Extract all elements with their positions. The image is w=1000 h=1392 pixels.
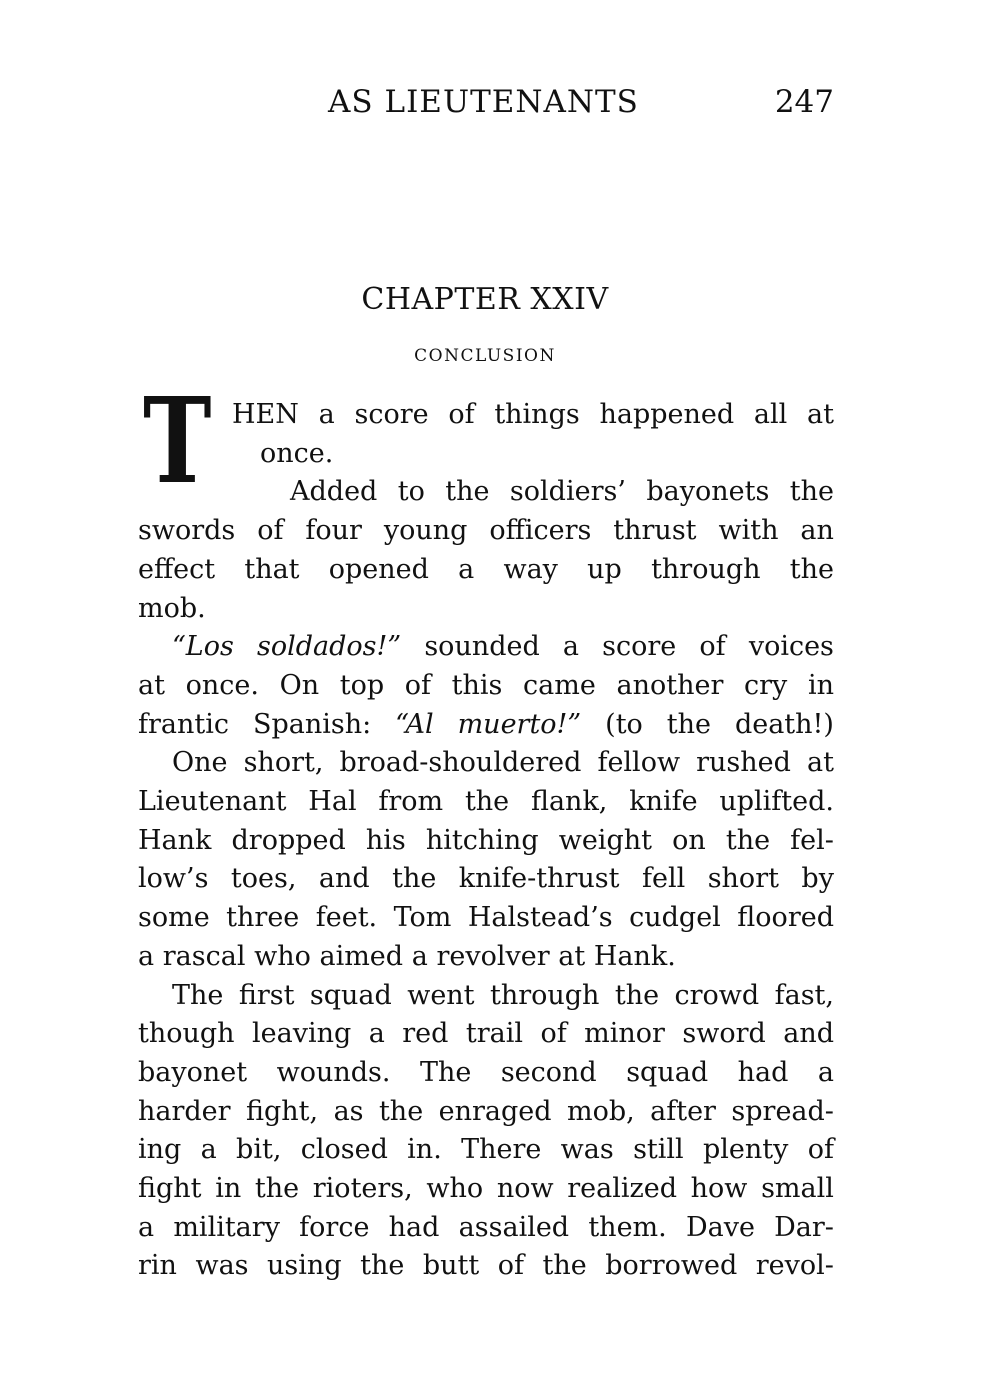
- text-line: [138, 1131, 834, 1169]
- word: wounds.: [276, 1057, 391, 1088]
- word: four: [305, 515, 362, 546]
- word: another: [616, 670, 724, 701]
- word: Halstead’s: [467, 902, 613, 933]
- word: military: [173, 1212, 280, 1243]
- word: second: [500, 1057, 597, 1088]
- word: mob.: [138, 593, 206, 624]
- word: Hal: [308, 786, 357, 817]
- page-number: 247: [774, 84, 834, 120]
- text-line: [290, 473, 834, 511]
- word: the: [254, 1173, 300, 1204]
- word: fellow: [597, 747, 681, 778]
- word: Dave: [685, 1212, 755, 1243]
- word: short,: [243, 747, 324, 778]
- word: enraged: [438, 1096, 552, 1127]
- word: first: [238, 980, 295, 1011]
- word: muerto!”: [457, 709, 582, 740]
- word: who: [254, 941, 311, 972]
- word: butt: [422, 1250, 480, 1281]
- word: rin: [138, 1250, 177, 1281]
- word: on: [672, 825, 706, 856]
- word: a: [318, 399, 335, 430]
- word: of: [540, 1018, 567, 1049]
- word: dropped: [231, 825, 346, 856]
- word: once.: [185, 670, 259, 701]
- word: a: [138, 1212, 155, 1243]
- word: a: [138, 941, 155, 972]
- word: The: [419, 1057, 472, 1088]
- text-line: [138, 590, 834, 628]
- word: came: [523, 670, 596, 701]
- word: Hank.: [593, 941, 676, 972]
- word: the: [725, 825, 771, 856]
- text-line: [172, 744, 834, 782]
- word: of: [257, 515, 284, 546]
- word: using: [267, 1250, 342, 1281]
- word: at: [558, 941, 586, 972]
- word: swords: [138, 515, 236, 546]
- word: a: [411, 941, 428, 972]
- word: broad-shouldered: [339, 747, 582, 778]
- word: the: [789, 476, 834, 507]
- word: low’s: [138, 863, 209, 894]
- word: fast,: [774, 980, 834, 1011]
- text-line: [138, 667, 834, 705]
- word: closed: [300, 1134, 388, 1165]
- word: the: [666, 709, 711, 740]
- word: floored: [737, 902, 834, 933]
- word: borrowed: [605, 1250, 738, 1281]
- text-line: [138, 1247, 834, 1285]
- word: thrust: [613, 515, 697, 546]
- word: short: [707, 863, 779, 894]
- word: harder: [138, 1096, 231, 1127]
- word: of: [699, 631, 726, 662]
- word: leaving: [252, 1018, 352, 1049]
- word: now: [496, 1173, 554, 1204]
- word: ing: [138, 1134, 182, 1165]
- word: weight: [558, 825, 652, 856]
- word: top: [339, 670, 385, 701]
- word: up: [587, 554, 622, 585]
- word: Spanish:: [252, 709, 372, 740]
- word: after: [650, 1096, 716, 1127]
- word: hitching: [425, 825, 539, 856]
- text-line: [138, 1209, 834, 1247]
- word: at: [806, 399, 834, 430]
- word: On: [279, 670, 320, 701]
- chapter-title: CHAPTER XXIV: [361, 282, 609, 317]
- word: how: [690, 1173, 748, 1204]
- word: a: [458, 554, 475, 585]
- word: a: [562, 631, 580, 662]
- word: soldados!”: [257, 631, 402, 662]
- word: mob,: [566, 1096, 635, 1127]
- word: from: [378, 786, 444, 817]
- word: There: [461, 1134, 542, 1165]
- word: still: [633, 1134, 684, 1165]
- word: through: [489, 980, 600, 1011]
- word: cry: [744, 670, 788, 701]
- word: fell: [641, 863, 686, 894]
- word: the: [445, 476, 490, 507]
- text-line: [172, 977, 834, 1015]
- word: an: [800, 515, 834, 546]
- text-line: [138, 512, 834, 550]
- word: had: [388, 1212, 440, 1243]
- word: things: [494, 399, 580, 430]
- word: HEN: [232, 399, 299, 430]
- word: Tom: [393, 902, 452, 933]
- word: fel-: [790, 825, 834, 856]
- word: aimed: [319, 941, 404, 972]
- word: the: [542, 1250, 587, 1281]
- word: opened: [328, 554, 429, 585]
- word: force: [299, 1212, 370, 1243]
- word: and: [318, 863, 370, 894]
- word: rioters,: [312, 1173, 413, 1204]
- word: cudgel: [629, 902, 721, 933]
- word: One: [172, 747, 228, 778]
- text-line: [138, 938, 834, 976]
- word: went: [407, 980, 475, 1011]
- word: the: [614, 980, 660, 1011]
- word: revolver: [436, 941, 550, 972]
- word: three: [226, 902, 300, 933]
- word: effect: [138, 554, 216, 585]
- word: a: [200, 1134, 217, 1165]
- word: in: [215, 1173, 242, 1204]
- drop-cap: T: [143, 371, 212, 510]
- word: score: [354, 399, 429, 430]
- word: minor: [584, 1018, 665, 1049]
- text-line: [138, 1093, 834, 1131]
- word: death!): [734, 709, 834, 740]
- word: feet.: [315, 902, 378, 933]
- word: realized: [567, 1173, 677, 1204]
- word: was: [195, 1250, 249, 1281]
- text-line: [138, 1015, 834, 1053]
- text-line: [138, 706, 834, 744]
- word: as: [333, 1096, 364, 1127]
- word: red: [402, 1018, 449, 1049]
- word: flank,: [530, 786, 608, 817]
- word: with: [718, 515, 779, 546]
- word: of: [807, 1134, 834, 1165]
- word: fight,: [246, 1096, 319, 1127]
- running-head: [328, 84, 834, 124]
- word: a: [368, 1018, 385, 1049]
- text-line: [138, 1054, 834, 1092]
- word: way: [503, 554, 558, 585]
- word: in: [807, 670, 834, 701]
- word: at: [807, 747, 834, 778]
- word: had: [737, 1057, 789, 1088]
- word: rushed: [696, 747, 791, 778]
- word: Added: [290, 476, 378, 507]
- word: “Al: [395, 709, 434, 740]
- word: squad: [626, 1057, 709, 1088]
- word: small: [761, 1173, 834, 1204]
- word: in.: [407, 1134, 442, 1165]
- word: them.: [588, 1212, 667, 1243]
- word: the: [392, 863, 437, 894]
- word: that: [244, 554, 300, 585]
- word: squad: [309, 980, 392, 1011]
- word: through: [651, 554, 761, 585]
- word: score: [602, 631, 677, 662]
- word: sounded: [424, 631, 540, 662]
- word: this: [451, 670, 503, 701]
- word: and: [783, 1018, 834, 1049]
- text-line: [232, 396, 834, 434]
- word: Lieutenant: [138, 786, 287, 817]
- text-line: [138, 822, 834, 860]
- word: a: [817, 1057, 834, 1088]
- text-line: [260, 435, 460, 473]
- word: his: [365, 825, 406, 856]
- word: the: [360, 1250, 405, 1281]
- word: assailed: [458, 1212, 570, 1243]
- word: the: [464, 786, 510, 817]
- word: sword: [682, 1018, 766, 1049]
- word: once.: [260, 438, 334, 469]
- word: Hank: [138, 825, 212, 856]
- chapter-subtitle: CONCLUSION: [414, 346, 556, 366]
- word: bayonets: [646, 476, 770, 507]
- word: voices: [748, 631, 834, 662]
- word: of: [448, 399, 475, 430]
- text-line: [138, 551, 834, 589]
- word: happened: [599, 399, 735, 430]
- word: (to: [605, 709, 643, 740]
- word: uplifted.: [719, 786, 834, 817]
- word: “Los: [172, 631, 234, 662]
- word: officers: [489, 515, 592, 546]
- word: at: [138, 670, 165, 701]
- word: soldiers’: [509, 476, 626, 507]
- word: frantic: [138, 709, 229, 740]
- word: young: [383, 515, 468, 546]
- word: knife: [629, 786, 698, 817]
- word: crowd: [674, 980, 760, 1011]
- word: bayonet: [138, 1057, 248, 1088]
- word: all: [753, 399, 788, 430]
- text-line: [138, 860, 834, 898]
- word: the: [789, 554, 834, 585]
- text-line: [138, 1170, 834, 1208]
- word: Dar-: [774, 1212, 834, 1243]
- word: trail: [465, 1018, 523, 1049]
- word: though: [138, 1018, 235, 1049]
- text-line: [172, 628, 834, 666]
- word: bit,: [236, 1134, 282, 1165]
- word: some: [138, 902, 210, 933]
- word: spread-: [731, 1096, 834, 1127]
- word: rascal: [162, 941, 246, 972]
- text-line: [138, 899, 834, 937]
- word: to: [397, 476, 425, 507]
- word: was: [560, 1134, 614, 1165]
- running-title: AS LIEUTENANTS: [328, 84, 639, 120]
- text-line: [138, 783, 834, 821]
- word: plenty: [703, 1134, 789, 1165]
- word: toes,: [230, 863, 297, 894]
- word: who: [426, 1173, 484, 1204]
- word: knife-thrust: [458, 863, 620, 894]
- word: The: [172, 980, 224, 1011]
- word: of: [404, 670, 432, 701]
- word: by: [801, 863, 834, 894]
- word: the: [378, 1096, 424, 1127]
- word: of: [497, 1250, 524, 1281]
- word: revol-: [755, 1250, 834, 1281]
- word: fight: [138, 1173, 202, 1204]
